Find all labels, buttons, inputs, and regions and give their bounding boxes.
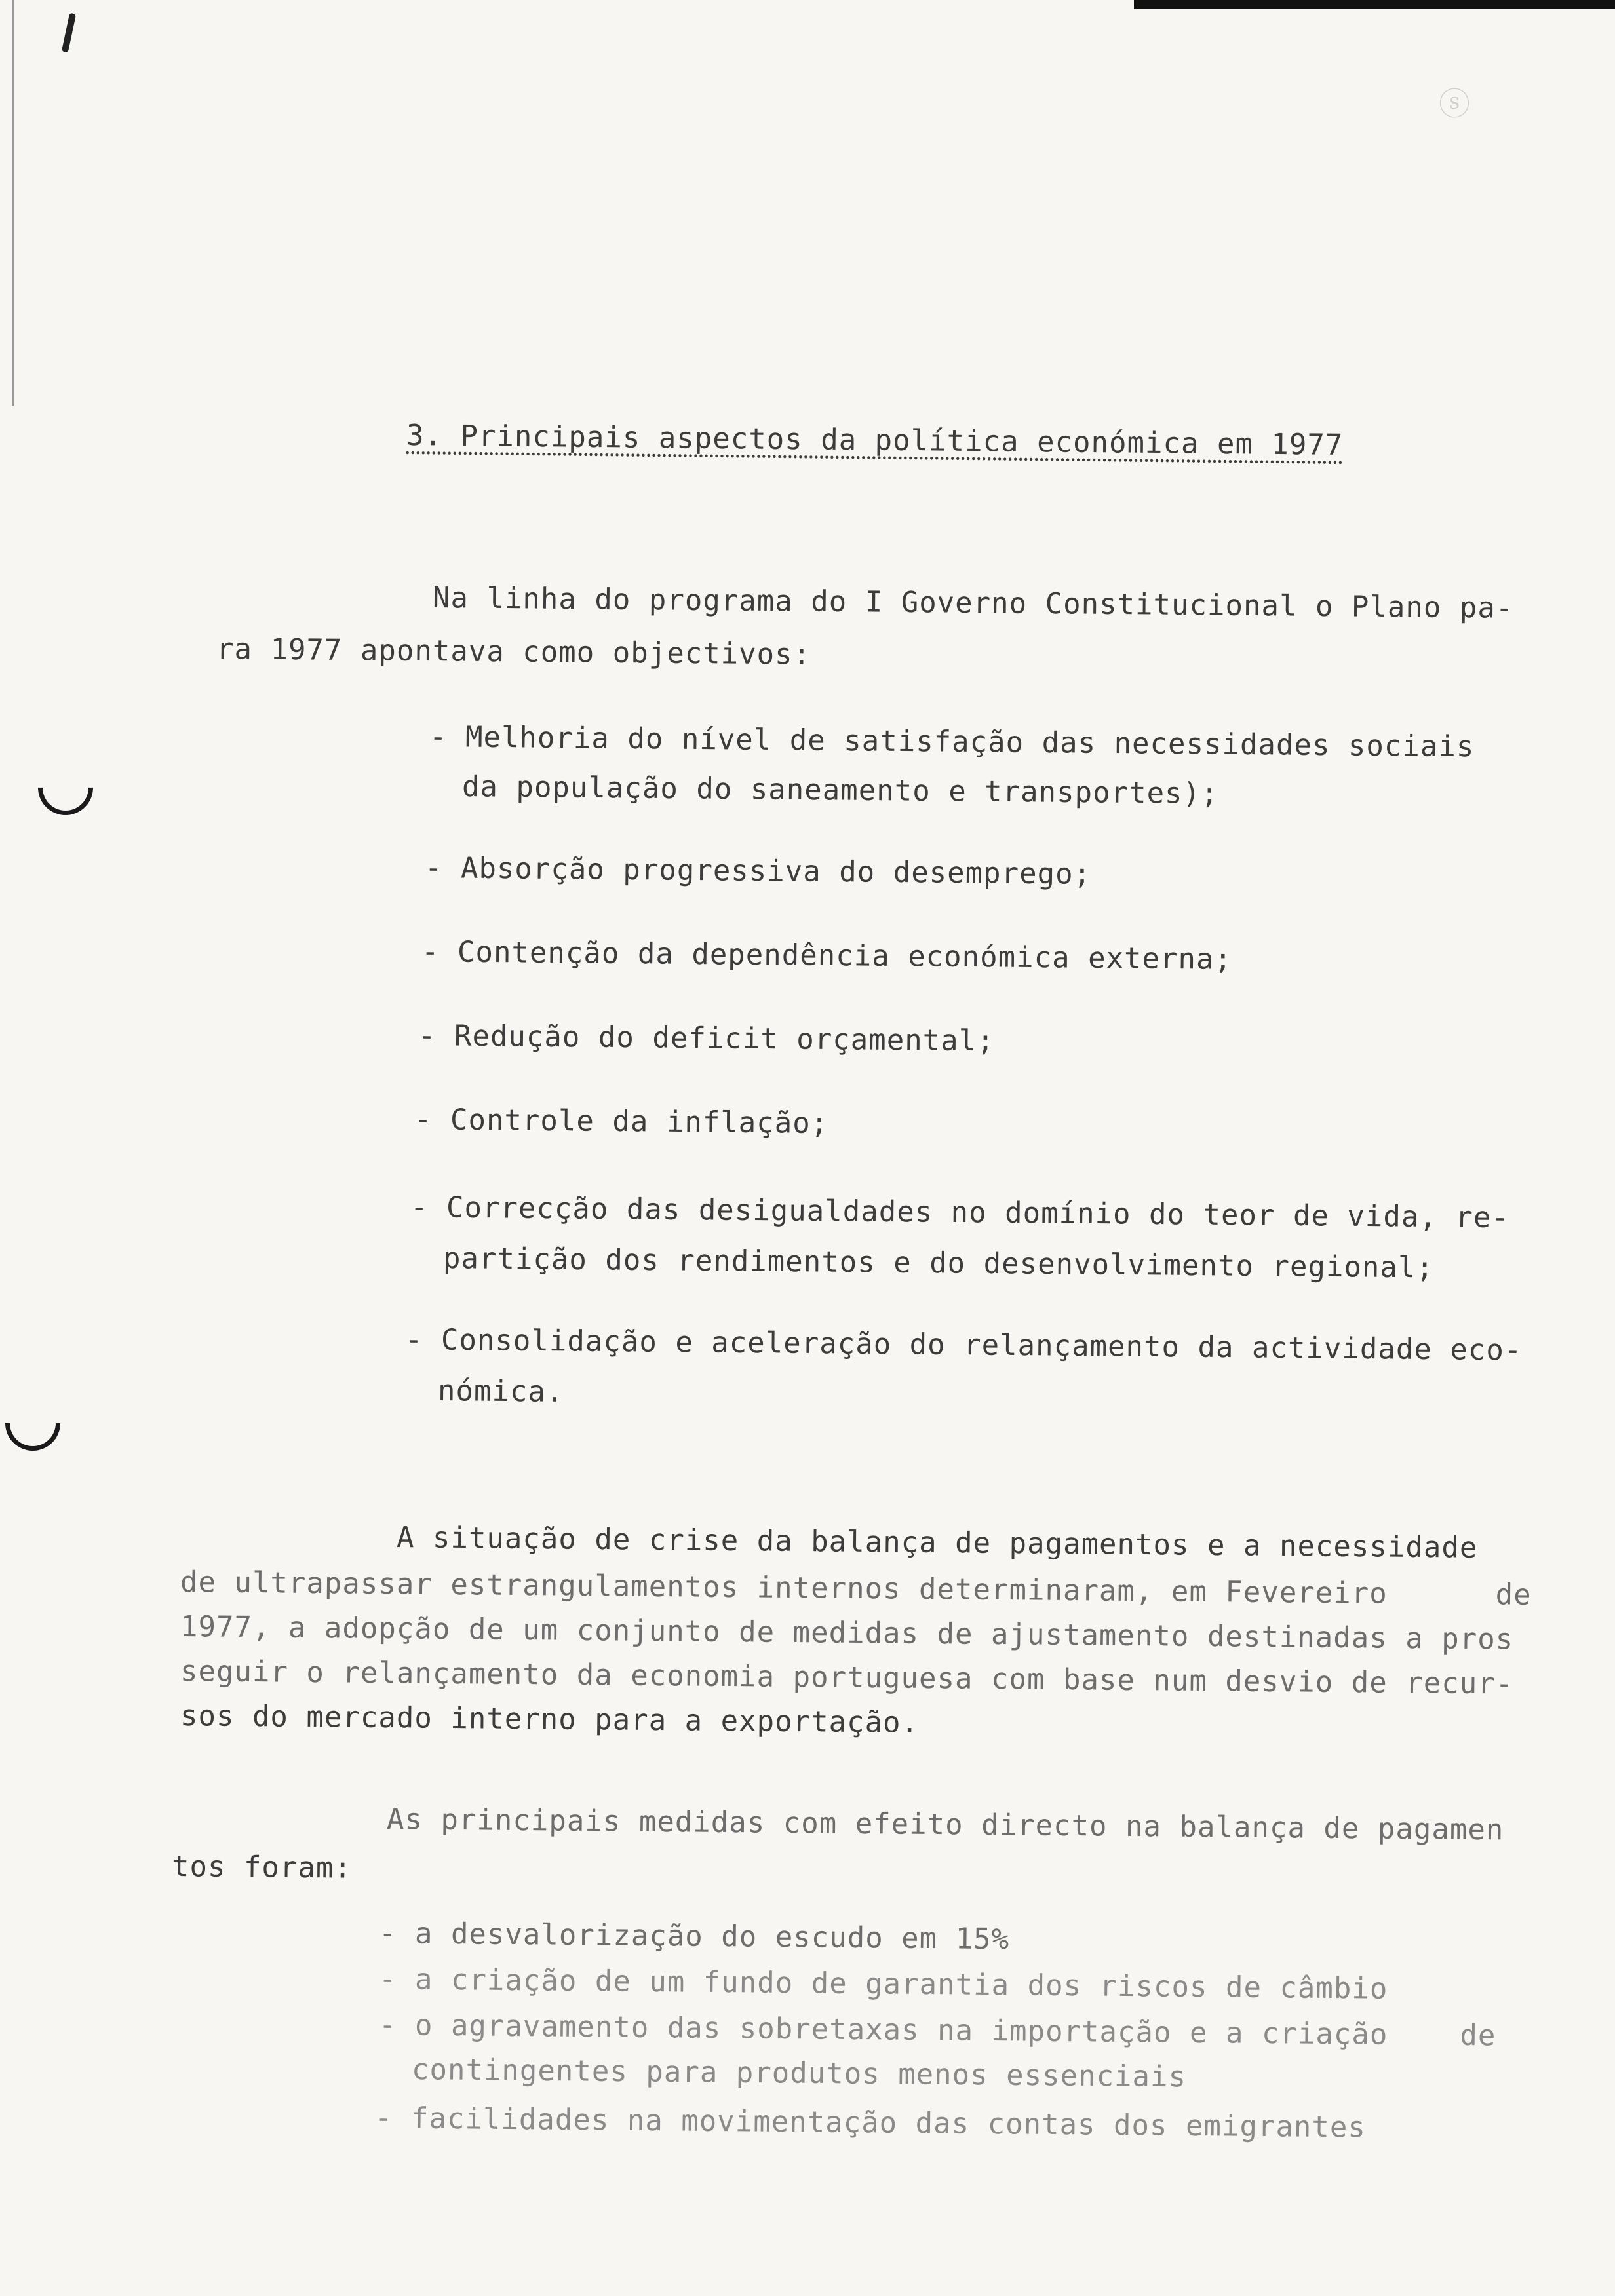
paragraph-line: As principais medidas com efeito directo na balança de pagamen	[386, 1803, 1504, 1847]
paragraph-line: seguir o relançamento da economia portuguesa com base num desvio de recur-	[180, 1655, 1514, 1701]
objective-item: - Melhoria do nível de satisfação das necessidades sociais	[429, 720, 1475, 764]
measure-item: - o agravamento das sobretaxas na importação e a criação de	[378, 2008, 1496, 2053]
pen-mark	[62, 13, 76, 53]
intro-line: Na linha do programa do I Governo Constitucional o Plano pa-	[432, 581, 1514, 625]
objective-item: - Contenção da dependência económica externa;	[421, 935, 1233, 976]
page-left-edge	[12, 0, 14, 406]
punch-hole-mark	[27, 749, 105, 827]
faint-stamp-mark: ⓢ	[1439, 86, 1471, 123]
measure-item: - facilidades na movimentação das contas dos emigrantes	[374, 2101, 1367, 2145]
measure-item: - a criação de um fundo de garantia dos riscos de câmbio	[378, 1962, 1388, 2006]
objective-item: - Correcção das desigualdades no domínio do teor de vida, re-	[410, 1191, 1510, 1235]
objective-item: - Consolidação e aceleração do relançamento da actividade eco-	[404, 1323, 1523, 1368]
paragraph-line: tos foram:	[171, 1850, 353, 1885]
objective-item: - Redução do deficit orçamental;	[418, 1019, 995, 1058]
objective-item-cont: partição dos rendimentos e do desenvolvimento regional;	[442, 1242, 1435, 1285]
objective-item-cont: da população do saneamento e transportes);	[461, 770, 1219, 811]
paragraph-line: 1977, a adopção de um conjunto de medidas de ajustamento destinadas a pros	[180, 1610, 1514, 1656]
paragraph-line: A situação de crise da balança de pagamentos e a necessidade	[396, 1521, 1478, 1565]
scan-edge-bar	[1134, 0, 1615, 9]
measure-item: - a desvalorização do escudo em 15%	[378, 1917, 1010, 1957]
paragraph-line: de ultrapassar estrangulamentos internos determinaram, em Fevereiro de	[180, 1565, 1532, 1612]
objective-item: - Absorção progressiva do desemprego;	[424, 851, 1092, 891]
measure-item-cont: contingentes para produtos menos essenciais	[411, 2053, 1187, 2094]
section-heading: 3. Principais aspectos da política económica em 1977	[406, 419, 1344, 462]
objective-item-cont: nómica.	[437, 1374, 564, 1409]
objective-item: - Controle da inflação;	[414, 1103, 829, 1141]
intro-line: ra 1977 apontava como objectivos:	[216, 632, 811, 672]
punch-hole-mark	[0, 1385, 71, 1463]
paragraph-line: sos do mercado interno para a exportação.	[180, 1699, 920, 1740]
